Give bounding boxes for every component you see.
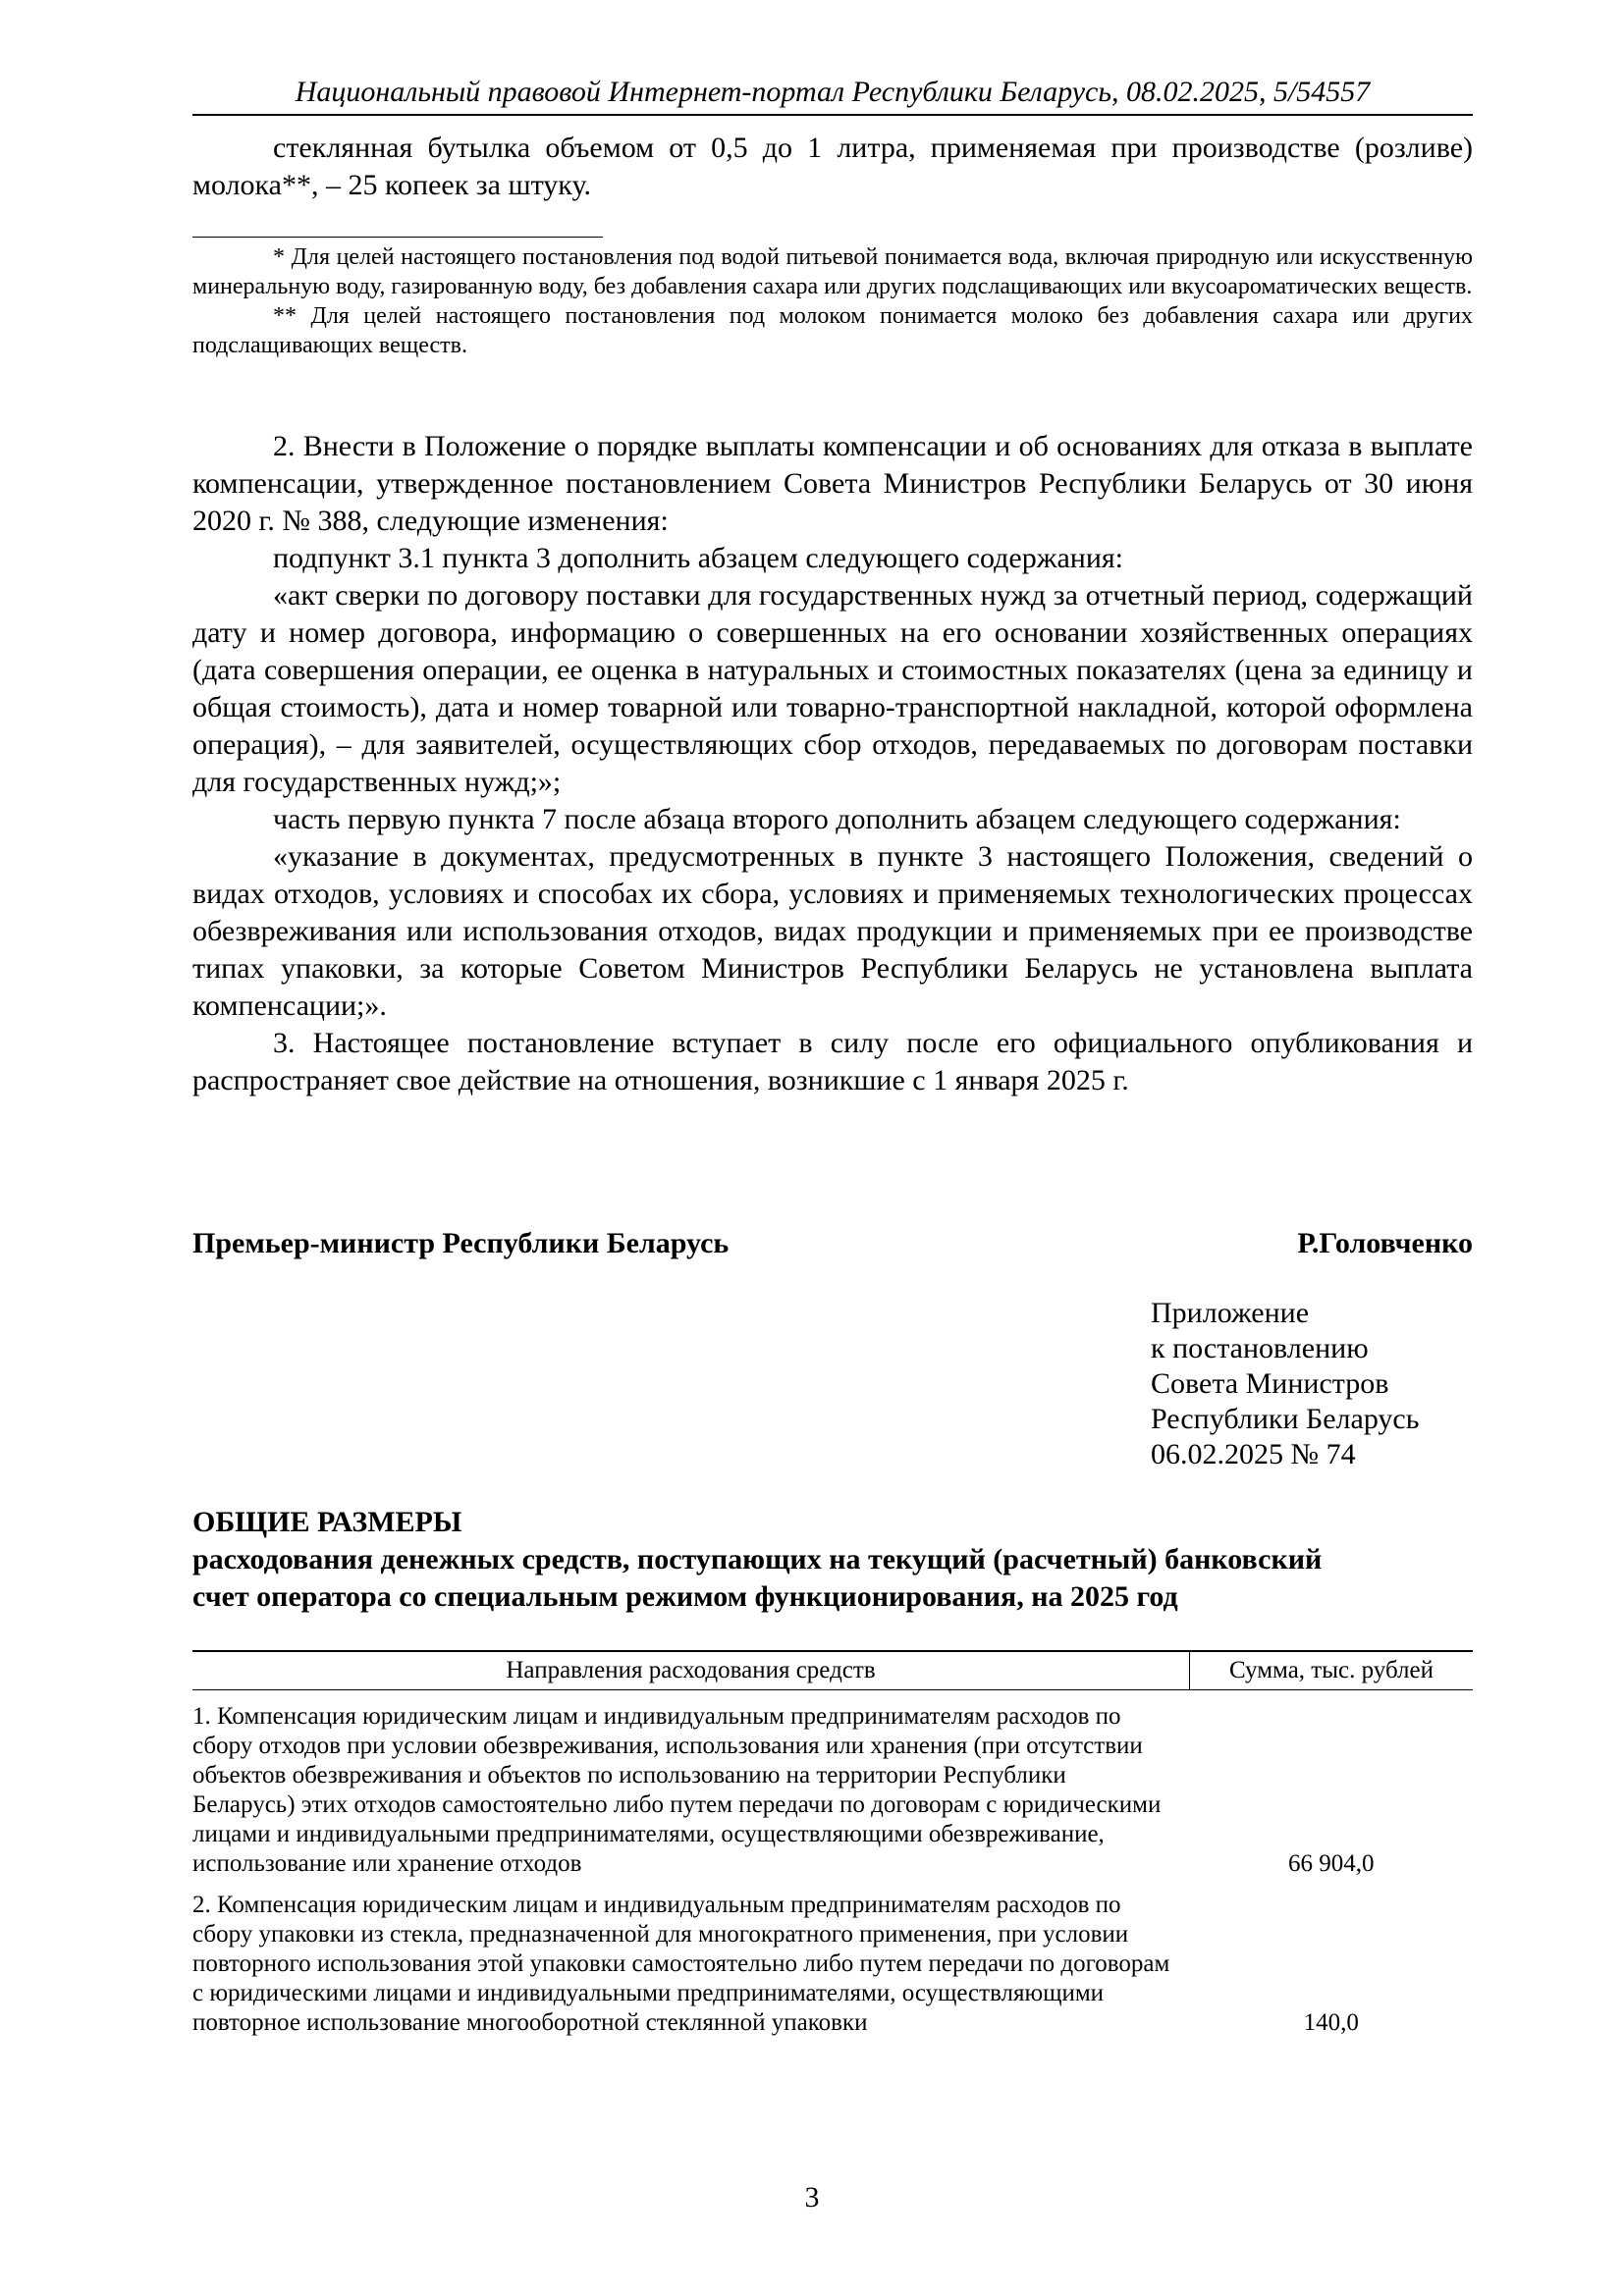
page-number: 3 bbox=[804, 2181, 820, 2214]
spending-table bbox=[192, 1650, 1473, 2038]
running-header: Национальный правовой Интернет-портал Республики Беларусь, 08.02.2025, 5/54557 bbox=[192, 73, 1473, 116]
header-amount: Сумма, тыс. рублей bbox=[1190, 1651, 1474, 1690]
footnotes bbox=[192, 242, 1473, 360]
paragraph-2: 2. Внести в Положение о порядке выплаты компенсации и об основаниях для отказа в выплате компенсации, утвержденное постановлением Совета Министров Республики Беларусь от 30 июня 2020 г. № 388, следующие изменения: bbox=[192, 430, 1473, 537]
appendix-line: Совета Министров bbox=[1151, 1367, 1389, 1400]
row-description: 1. Компенсация юридическим лицам и индивидуальным предпринимателям расходов по сбору отходов при условии обезвреживания, использования или хранения (при отсутствии объектов обезвреживания и объектов по использованию на территории Республики Беларусь) этих отходов самостоятельно либо путем передачи по договорам с юридическими лицами и индивидуальными предпринимателями, осуществляющими обезвреживание, использование или хранение отходов bbox=[192, 1703, 1162, 1877]
title-line-1: ОБЩИЕ РАЗМЕРЫ bbox=[192, 1506, 462, 1538]
paragraph-quote-2: «указание в документах, предусмотренных в пункте 3 настоящего Положения, сведений о видах отходов, условиях и способах их сбора, условиях и применяемых технологических процессах обезвреживания или использования отходов, видах продукции и применяемых при ее производстве типах упаковки, за которые Советом Министров Республики Беларусь не установлена выплата компенсации;». bbox=[192, 840, 1473, 1022]
signature-name: Р.Головченко bbox=[1297, 1227, 1473, 1259]
intro-text bbox=[192, 130, 1473, 204]
footnote-1: * Для целей настоящего постановления под водой питьевой понимается вода, включая природную или искусственную минеральную воду, газированную воду, без добавления сахара или других подслащивающих или вкусоароматических веществ. bbox=[192, 244, 1473, 299]
appendix-line: Республики Беларусь bbox=[1151, 1403, 1420, 1435]
appendix-block bbox=[1151, 1296, 1475, 1472]
paragraph-part-one: часть первую пункта 7 после абзаца второго дополнить абзацем следующего содержания: bbox=[273, 803, 1401, 835]
main-text bbox=[192, 428, 1473, 1099]
appendix-line: к постановлению bbox=[1151, 1332, 1369, 1364]
appendix-line: 06.02.2025 № 74 bbox=[1151, 1438, 1356, 1470]
paragraph-3: 3. Настоящее постановление вступает в силу после его официального опубликования и распространяет свое действие на отношения, возникшие с 1 января 2025 г. bbox=[192, 1027, 1473, 1096]
row-description: 2. Компенсация юридическим лицам и индивидуальным предпринимателям расходов по сбору упаковки из стекла, предназначенной для многократного применения, при условии повторного использования этой упаковки самостоятельно либо путем передачи по договорам с юридическими лицами и индивидуальными предпринимателями, осуществляющими повторное использование многооборотной стеклянной упаковки bbox=[192, 1892, 1170, 2036]
table-row bbox=[192, 1690, 1473, 1880]
row-amount: 66 904,0 bbox=[1288, 1850, 1375, 1877]
appendix-line: Приложение bbox=[1151, 1297, 1310, 1329]
footnote-2: ** Для целей настоящего постановления под молоком понимается молоко без добавления сахара или других подслащивающих веществ. bbox=[192, 303, 1473, 358]
footnote-divider bbox=[192, 237, 603, 238]
paragraph-quote-1: «акт сверки по договору поставки для государственных нужд за отчетный период, содержащий дату и номер договора, информацию о совершенных на его основании хозяйственных операциях (дата совершения операции, ее оценка в натуральных и стоимостных показателях (цена за единицу и общая стоимость), дата и номер товарной или товарно-транспортной накладной, которой оформлена операция), – для заявителей, осуществляющих сбор отходов, передаваемых по договорам поставки для государственных нужд;»; bbox=[192, 579, 1473, 798]
header-directions: Направления расходования средств bbox=[192, 1651, 1190, 1690]
document-title bbox=[192, 1504, 1473, 1616]
table-header-row bbox=[192, 1651, 1473, 1690]
title-line-2: расходования денежных средств, поступающих на текущий (расчетный) банковский bbox=[192, 1543, 1323, 1575]
table-row bbox=[192, 1879, 1473, 2038]
row-amount: 140,0 bbox=[1303, 2009, 1359, 2036]
intro-line: стеклянная бутылка объемом от 0,5 до 1 литра, применяемая при производстве (розливе) молока**, – 25 копеек за штуку. bbox=[192, 132, 1473, 201]
title-line-3: счет оператора со специальным режимом функционирования, на 2025 год bbox=[192, 1580, 1178, 1613]
paragraph-subpoint: подпункт 3.1 пункта 3 дополнить абзацем следующего содержания: bbox=[273, 542, 1124, 574]
signature-position: Премьер-министр Республики Беларусь bbox=[192, 1227, 730, 1259]
